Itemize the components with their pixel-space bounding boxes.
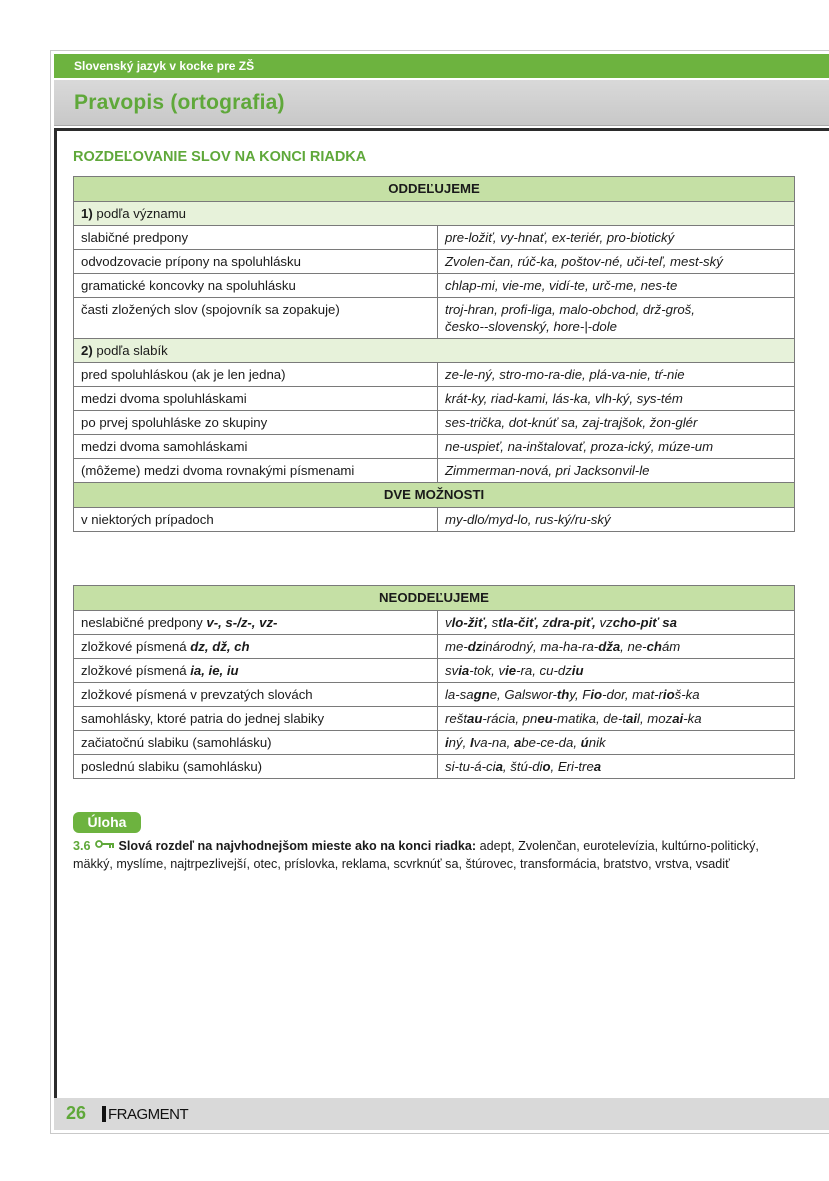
table-row: začiatočnú slabiku (samohlásku) iný, Iva-na, abe-ce-da, únik bbox=[74, 731, 795, 755]
table-row: neslabičné predpony v-, s-/z-, vz- vlo-žiť, stla-čiť, zdra-piť, vzcho-piť sa bbox=[74, 611, 795, 635]
hyphenation-rules-table bbox=[73, 176, 795, 532]
table-header-dve-moznosti: DVE MOŽNOSTI bbox=[74, 483, 795, 508]
task-words: adept, Zvolenčan, eurotelevízia, kultúrno-politický, mäkký, myslíme, najtrpezlivejší, otec, príslovka, reklama, scvrknúť sa, štúrovec, transformácia, bratstvo, vrstva, vsadiť bbox=[73, 838, 759, 871]
group-heading-meaning: 1) podľa významu bbox=[74, 202, 795, 226]
table-row: gramatické koncovky na spoluhlásku chlap-mi, vie-me, vidí-te, urč-me, nes-te bbox=[74, 274, 795, 298]
table-row: zložkové písmená v prevzatých slovách la-sagne, Galswor-thy, Fio-dor, mat-rioš-ka bbox=[74, 683, 795, 707]
key-icon bbox=[95, 837, 115, 854]
table-row: medzi dvoma samohláskami ne-uspieť, na-inštalovať, proza-ický, múze-um bbox=[74, 435, 795, 459]
table-row: časti zložených slov (spojovník sa zopakuje) troj-hran, profi-liga, malo-obchod, drž-groš, česko--slovenský, hore-|-dole bbox=[74, 298, 795, 339]
table-header-neoddelujeme: NEODDEĽUJEME bbox=[74, 586, 795, 611]
no-hyphenation-table bbox=[73, 585, 795, 779]
table-row: medzi dvoma spoluhláskami krát-ky, riad-kami, lás-ka, vlh-ký, sys-tém bbox=[74, 387, 795, 411]
publisher-logo: FRAGMENT bbox=[102, 1104, 188, 1124]
table-row: zložkové písmená dz, dž, ch me-dzinárodný, ma-ha-ra-dža, ne-chám bbox=[74, 635, 795, 659]
task-number: 3.6 bbox=[73, 838, 91, 853]
table-row: po prvej spoluhláske zo skupiny ses-trička, dot-knúť sa, zaj-trajšok, žon-glér bbox=[74, 411, 795, 435]
table-header-oddelujeme: ODDEĽUJEME bbox=[74, 177, 795, 202]
top-rule bbox=[54, 128, 829, 131]
task-badge: Úloha bbox=[73, 812, 141, 833]
section-heading: ROZDEĽOVANIE SLOV NA KONCI RIADKA bbox=[73, 149, 367, 165]
left-rule bbox=[54, 128, 57, 1098]
table-row: poslednú slabiku (samohlásku) si-tu-á-cia, štú-dio, Eri-trea bbox=[74, 755, 795, 779]
group-heading-syllables: 2) podľa slabík bbox=[74, 339, 795, 363]
table-row: zložkové písmená ia, ie, iu svia-tok, vie-ra, cu-dziu bbox=[74, 659, 795, 683]
book-title: Slovenský jazyk v kocke pre ZŠ bbox=[54, 54, 829, 78]
task-instruction: Slová rozdeľ na najvhodnejšom mieste ako na konci riadka: bbox=[118, 838, 477, 853]
page-number: 26 bbox=[66, 1103, 87, 1123]
task-text bbox=[73, 837, 773, 873]
table-row: samohlásky, ktoré patria do jednej slabiky reštau-rácia, pneu-matika, de-tail, mozai-ka bbox=[74, 707, 795, 731]
table-row: slabičné predpony pre-ložiť, vy-hnať, ex-teriér, pro-biotický bbox=[74, 226, 795, 250]
table-row: odvodzovacie prípony na spoluhlásku Zvolen-čan, rúč-ka, poštov-né, uči-teľ, mest-ský bbox=[74, 250, 795, 274]
table-row: (môžeme) medzi dvoma rovnakými písmenami Zimmerman-nová, pri Jacksonvil-le bbox=[74, 459, 795, 483]
table-row: v niektorých prípadoch my-dlo/myd-lo, rus-ký/ru-ský bbox=[74, 508, 795, 532]
chapter-title: Pravopis (ortografia) bbox=[54, 80, 829, 126]
table-row: pred spoluhláskou (ak je len jedna) ze-le-ný, stro-mo-ra-die, plá-va-nie, tŕ-nie bbox=[74, 363, 795, 387]
